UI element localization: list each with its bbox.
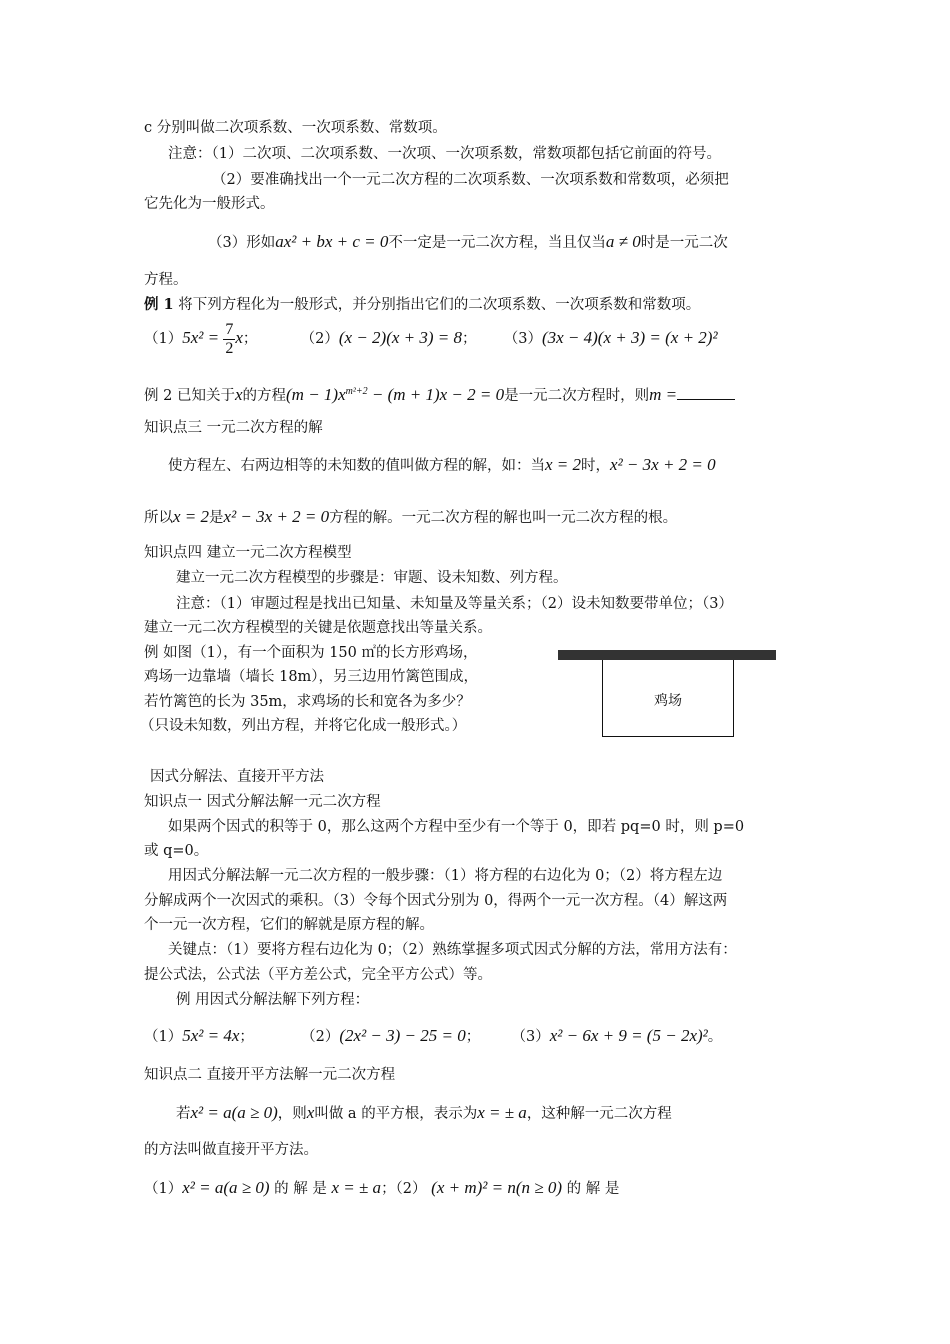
text-line: 提公式法，公式法（平方差公式，完全平方公式）等。 — [144, 967, 492, 983]
text: ； — [242, 331, 258, 347]
text: 所以 — [144, 510, 173, 526]
text-line: 建立一元二次方程模型的关键是依题意找出等量关系。 — [144, 620, 492, 636]
fraction-numerator: 7 — [225, 320, 234, 338]
problem-number: （3） — [503, 331, 542, 347]
equation: (m − 1)x — [286, 384, 346, 404]
text: 使方程左、右两边相等的未知数的值叫做方程的解，如：当 — [168, 458, 545, 474]
text: 叫做 a 的平方根，表示为 — [314, 1106, 478, 1122]
problem-number: （3） — [511, 1029, 550, 1045]
text-line: 注意：（1）审题过程是找出已知量、未知量及等量关系；（2）设未知数要带单位；（3） — [176, 596, 733, 612]
text: ； — [239, 1029, 254, 1045]
text: ，则 — [277, 1106, 307, 1122]
text: 时， — [581, 458, 611, 474]
example-heading — [144, 295, 700, 315]
equation: x — [235, 328, 243, 347]
text: ，这种解一元二次方程 — [526, 1106, 672, 1122]
section-heading: 知识点四 建立一元二次方程模型 — [144, 545, 352, 561]
text-line: 如果两个因式的积等于 0，那么这两个方程中至少有一个等于 0，即若 pq=0 时，则 p=0 — [168, 819, 745, 835]
equation: x = 2 — [173, 507, 210, 526]
equation: x = ± a — [331, 1178, 382, 1197]
text: 时是一元二次 — [640, 235, 728, 251]
coop-label: 鸡场 — [654, 693, 682, 709]
text-line: 鸡场一边靠墙（墙长 18m），另三边用竹篱笆围成， — [144, 669, 479, 685]
equation: 5x² = 4x — [182, 1026, 240, 1045]
text: 是一元二次方程时，则 — [504, 387, 650, 404]
text-line: 若竹篱笆的长为 35m，求鸡场的长和宽各为多少？ — [144, 694, 471, 710]
chicken-coop — [602, 660, 734, 737]
exponent: m²+2 — [345, 386, 368, 397]
text-line: 建立一元二次方程模型的步骤是：审题、设未知数、列方程。 — [176, 570, 568, 586]
text: ； — [465, 1029, 481, 1045]
problem-number: （1） — [144, 1181, 183, 1197]
variable: x — [306, 1103, 315, 1122]
text: 例 2 已知关于 — [144, 387, 235, 404]
text-line — [176, 1103, 672, 1124]
text-line: c 分别叫做二次项系数、一次项系数、常数项。 — [144, 120, 447, 136]
text: 不一定是一元二次方程，当且仅当 — [388, 235, 606, 251]
text: 的 解 是 — [566, 1181, 620, 1197]
text-line: 它先化为一般形式。 — [144, 196, 275, 212]
section-heading: 知识点一 因式分解法解一元二次方程 — [144, 794, 381, 810]
variable: x — [234, 384, 243, 404]
equation: (3x − 4)(x + 3) = (x + 2)² — [541, 328, 718, 347]
text: （3）形如 — [208, 235, 276, 251]
problem-number: （2） — [300, 331, 339, 347]
text: 方程的解。一元二次方程的解也叫一元二次方程的根。 — [329, 510, 678, 526]
text-line — [144, 1178, 619, 1199]
text-line: 分解成两个一次因式的乘积。（3）令每个因式分别为 0，得两个一元一次方程。（4）解这两 — [144, 893, 728, 909]
text-line — [168, 455, 716, 476]
example-problems — [144, 1026, 722, 1047]
problem-number: （1） — [144, 1029, 183, 1045]
section-title: 因式分解法、直接开平方法 — [150, 769, 324, 785]
equation: (x + m)² = n(n ≥ 0) — [431, 1178, 562, 1197]
problem-number: （1） — [144, 331, 183, 347]
text: 将下列方程化为一般形式，并分别指出它们的二次项系数、一次项系数和常数项。 — [173, 297, 701, 313]
text-line — [208, 232, 728, 253]
equation: x² − 3x + 2 = 0 — [610, 455, 716, 474]
equation: 5x² = — [182, 328, 224, 347]
equation: a ≠ 0 — [605, 232, 641, 251]
equation: x² = a(a ≥ 0) — [182, 1178, 270, 1197]
text: 的 解 是 — [274, 1181, 327, 1197]
text-line: 的方法叫做直接开平方法。 — [144, 1142, 318, 1158]
text-line: 用因式分解法解一元二次方程的一般步骤：（1）将方程的右边化为 0；（2）将方程左边 — [168, 868, 723, 884]
problem-number: （2） — [301, 1029, 340, 1045]
text-line: 注意：（1）二次项、二次项系数、一次项、一次项系数，常数项都包括它前面的符号。 — [168, 146, 721, 162]
text-line: （2）要准确找出一个一元二次方程的二次项系数、一次项系数和常数项，必须把 — [212, 172, 729, 188]
text: 。 — [707, 1029, 723, 1045]
text-line: 方程。 — [144, 272, 188, 288]
equation: (x − 2)(x + 3) = 8 — [338, 328, 463, 347]
equation: x² − 6x + 9 = (5 − 2x)² — [549, 1026, 708, 1045]
text-line: （只设未知数，列出方程，并将它化成一般形式。） — [140, 718, 467, 734]
example-label: 例 1 — [144, 296, 174, 313]
section-heading: 知识点二 直接开平方法解一元二次方程 — [144, 1067, 396, 1083]
equation: ax² + bx + c = 0 — [275, 232, 389, 251]
text-line: 个一元一次方程，它们的解就是原方程的解。 — [144, 917, 434, 933]
example-2 — [144, 382, 735, 406]
text: 若 — [176, 1106, 191, 1122]
equation: − (m + 1)x − 2 = 0 — [367, 384, 505, 404]
text: 的方程 — [242, 387, 286, 404]
example-problems — [144, 320, 718, 358]
text-line: 关键点：（1）要将方程右边化为 0；（2）熟练掌握多项式因式分解的方法，常用方法有： — [168, 942, 737, 958]
text: 是 — [209, 510, 224, 526]
text-line: 例 用因式分解法解下列方程： — [176, 992, 370, 1008]
equation: (2x² − 3) − 25 = 0 — [339, 1026, 466, 1045]
equation: x = ± a — [477, 1103, 527, 1122]
text-line: 或 q=0。 — [144, 843, 209, 859]
fraction-denominator: 2 — [225, 339, 234, 357]
variable: m = — [649, 384, 678, 404]
equation: x² − 3x + 2 = 0 — [223, 507, 330, 526]
equation: x² = a(a ≥ 0) — [190, 1103, 278, 1122]
answer-blank — [677, 383, 735, 400]
text-line: 例 如图（1），有一个面积为 150 ㎡的长方形鸡场， — [144, 645, 478, 661]
coop-figure — [558, 650, 778, 742]
wall — [558, 650, 776, 660]
text-line — [144, 507, 677, 528]
text: ；（2） — [381, 1181, 427, 1197]
fraction — [223, 321, 235, 358]
text: ； — [462, 331, 477, 347]
section-heading: 知识点三 一元二次方程的解 — [144, 420, 323, 436]
equation: x = 2 — [545, 455, 582, 474]
